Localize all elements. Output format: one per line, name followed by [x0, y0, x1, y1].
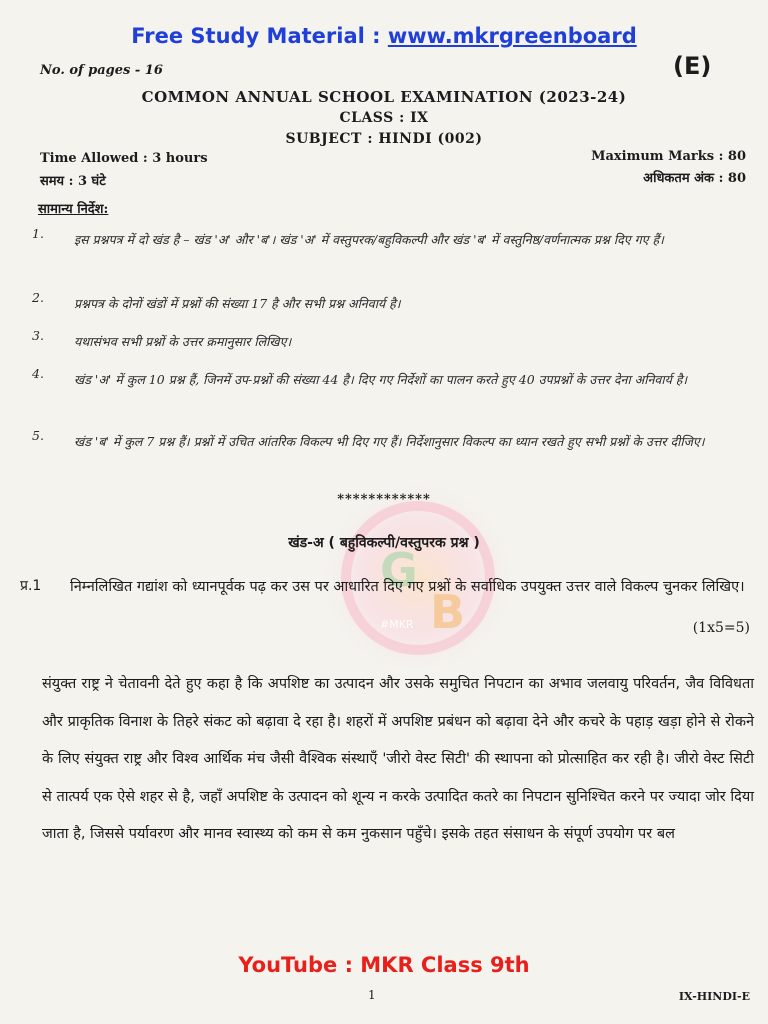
paper-set: (E) — [673, 52, 712, 80]
max-marks-en: Maximum Marks : 80 — [591, 149, 746, 164]
time-allowed-en: Time Allowed : 3 hours — [40, 151, 208, 166]
bottom-banner: YouTube : MKR Class 9th — [238, 953, 530, 977]
question-marks: (1x5=5) — [692, 620, 750, 636]
instruction-text: यथासंभव सभी प्रश्नों के उत्तर क्रमानुसार लिखिए। — [74, 334, 292, 349]
paper-code: IX-HINDI-E — [678, 990, 750, 1003]
max-marks-hi: अधिकतम अंक : 80 — [643, 171, 746, 186]
section-title: खंड-अ ( बहुविकल्पी/वस्तुपरक प्रश्न ) — [288, 535, 480, 551]
watermark-g: G — [380, 543, 418, 597]
exam-title: COMMON ANNUAL SCHOOL EXAMINATION (2023-24) — [141, 88, 627, 106]
page-count: No. of pages - 16 — [40, 63, 163, 78]
general-instructions-title: सामान्य निर्देश: — [38, 202, 109, 217]
question-number: प्र.1 — [20, 578, 42, 594]
passage-text: संयुक्त राष्ट्र ने चेतावनी देते हुए कहा है कि अपशिष्ट का उत्पादन और उसके समुचित निपटान का अभाव जलवायु परिवर्तन, जैव विविधता और प्राकृतिक विनाश के तिहरे संकट को बढ़ावा दे रहा है। शहरों में अपशिष्ट प्रबंधन को बढ़ावा देने और कचरे के पहाड़ खड़ा होने से रोकने के लिए संयुक्त राष्ट्र और विश्व आर्थिक मंच जैसी वैश्विक संस्थाएँ 'जीरो वेस्ट सिटी' की स्थापना को प्रोत्साहित कर रही है। जीरो वेस्ट सिटी से तात्पर्य एक ऐसे शहर से है, जहाँ अपशिष्ट के उत्पादन को शून्य न करके उत्पादित कतरे का निपटान सुनिश्चित करने पर ज्यादा जोर दिया जाता है, जिससे पर्यावरण और मानव स्वास्थ्य को कम से कम नुकसान पहुँचे। इसके तहत संसाधन के संपूर्ण उपयोग पर बल — [42, 676, 754, 842]
instruction-text: प्रश्नपत्र के दोनों खंडों में प्रश्नों की संख्या 17 है और सभी प्रश्न अनिवार्य है। — [74, 296, 401, 311]
question-text: निम्नलिखित गद्यांश को ध्यानपूर्वक पढ़ कर उस पर आधारित दिए गए प्रश्नों के सर्वाधिक उपयुक्त उत्तर वाले विकल्प चुनकर लिखिए। — [70, 579, 745, 595]
top-banner — [0, 24, 768, 48]
instruction-text: खंड 'ब' में कुल 7 प्रश्न हैं। प्रश्नों में उचित आंतरिक विकल्प भी दिए गए हैं। निर्देशानुसार विकल्प का ध्यान रखते हुए सभी प्रश्नों के उत्तर दीजिए। — [74, 434, 705, 449]
instruction-number: 3. — [32, 328, 44, 343]
subject-label: SUBJECT : HINDI (002) — [285, 131, 483, 147]
page-number: 1 — [368, 988, 376, 1002]
watermark-b: B — [430, 585, 466, 639]
instruction-number: 4. — [32, 366, 44, 381]
time-allowed-hi: समय : 3 घंटे — [40, 174, 106, 189]
website-link[interactable]: www.mkrgreenboard — [387, 24, 637, 48]
instruction-number: 2. — [32, 290, 44, 305]
banner-prefix: Free Study Material : — [131, 24, 388, 48]
instruction-number: 5. — [32, 428, 44, 443]
instruction-number: 1. — [32, 226, 44, 241]
watermark-tag: #MKR — [380, 618, 414, 631]
instruction-text: इस प्रश्नपत्र में दो खंड है – खंड 'अ' और 'ब'। खंड 'अ' में वस्तुपरक/बहुविकल्पी और खंड 'ब' में वस्तुनिष्ठ/वर्णनात्मक प्रश्न दिए गए हैं। — [74, 232, 664, 247]
separator: ************ — [337, 492, 431, 507]
class-label: CLASS : IX — [339, 110, 429, 126]
instruction-text: खंड 'अ' में कुल 10 प्रश्न हैं, जिनमें उप-प्रश्नों की संख्या 44 है। दिए गए निर्देशों का पालन करते हुए 40 उपप्रश्नों के उत्तर देना अनिवार्य है। — [74, 372, 688, 387]
